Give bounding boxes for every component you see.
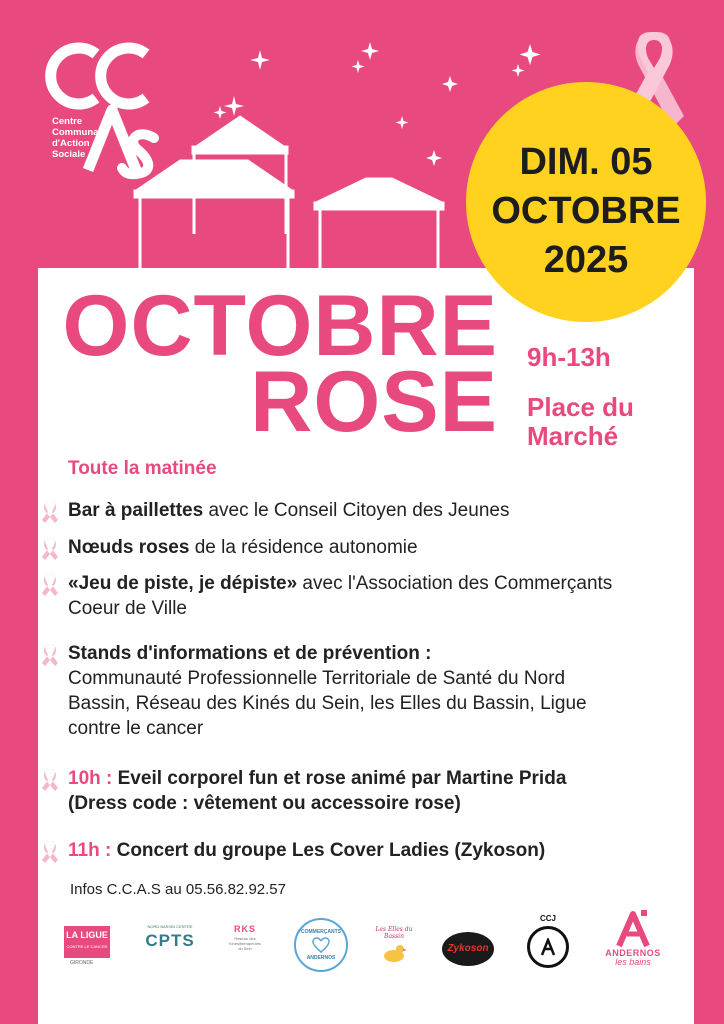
- program-item: [38, 571, 678, 627]
- program-time: 11h :: [68, 840, 112, 861]
- andernos-subtitle: les bains: [615, 957, 651, 967]
- andernos-name: ANDERNOS: [605, 948, 661, 958]
- event-title-line2: ROSE: [250, 354, 498, 450]
- cpts-name: CPTS: [145, 931, 195, 950]
- program-item-line: Bassin, Réseau des Kinés du Sein, les Elles du Bassin, Ligue: [68, 693, 587, 714]
- rks-subtitle: [210, 936, 280, 951]
- program-time: 10h :: [68, 768, 113, 789]
- place-line: Marché: [527, 421, 619, 451]
- ribbon-bullet-icon: [38, 499, 62, 525]
- commercants-town: ANDERNOS: [306, 955, 336, 961]
- event-place: [527, 393, 634, 451]
- rks-sub-line: Kinésithérapeutes: [228, 941, 262, 946]
- date-line-year: 2025: [543, 239, 629, 281]
- zykoson-name: Zykoson: [447, 943, 489, 954]
- ccas-sub-line: Centre: [52, 116, 83, 127]
- program-item-line: Communauté Professionnelle Territoriale de Santé du Nord: [68, 668, 566, 689]
- rks-logo: [210, 924, 280, 970]
- program-item-line: contre le cancer: [68, 718, 204, 739]
- rks-sub-line: du Sein: [238, 946, 252, 951]
- ribbon-bullet-icon: [38, 572, 62, 598]
- commercants-logo: [294, 918, 348, 972]
- ligue-region: GIRONDE: [70, 960, 94, 966]
- date-text: [466, 138, 706, 285]
- ccas-subtitle: [52, 116, 101, 160]
- ribbon-bullet-icon: [38, 642, 62, 668]
- zykoson-logo: [442, 932, 494, 966]
- ccas-sub-line: Communal: [52, 127, 102, 138]
- ribbon-bullet-icon: [38, 536, 62, 562]
- duck-icon: [381, 943, 407, 963]
- program-item: [38, 838, 678, 868]
- ccj-a-icon: [540, 938, 556, 956]
- andernos-a-icon: [613, 908, 653, 948]
- ribbon-bullet-icon: [38, 839, 62, 865]
- heart-icon: [312, 937, 330, 953]
- ccj-badge: [527, 926, 569, 968]
- program-item-text: Bar à paillettes avec le Conseil Citoyen des Jeunes: [68, 500, 510, 521]
- rks-sub-line: Réseau des: [234, 936, 256, 941]
- la-ligue-logo: [64, 926, 110, 958]
- program-item-text: «Jeu de piste, je dépiste» avec l'Association des Commerçants Coeur de Ville: [68, 571, 678, 621]
- rks-name: RKS: [233, 924, 256, 934]
- program-item: [38, 641, 678, 747]
- ccj-logo: [522, 914, 574, 976]
- program-item-text: 10h : Eveil corporel fun et rose animé par Martine Prida (Dress code : vêtement ou accessoire rose): [68, 766, 678, 816]
- ccas-sub-line: Sociale: [52, 149, 86, 160]
- partner-logos: [60, 914, 700, 1014]
- program-item-line: Coeur de Ville: [68, 598, 188, 619]
- program-item-text: Stands d'informations et de prévention : Communauté Professionnelle Territoriale de Santé du Nord Bassin, Réseau des Kinés du Sein, les Elles du Bassin, Ligue contre le cancer: [68, 641, 678, 741]
- program-item: [38, 766, 678, 822]
- market-tents-graphic: [130, 108, 460, 278]
- elles-name: Les Elles du Bassin: [375, 926, 413, 940]
- ribbon-bullet-icon: [38, 767, 62, 793]
- program-item-text: 11h : Concert du groupe Les Cover Ladies (Zykoson): [68, 840, 546, 861]
- cpts-top: NORD BASSIN CENTRE: [147, 924, 193, 929]
- date-line-day: DIM. 05: [519, 141, 653, 183]
- andernos-logo: [598, 908, 668, 980]
- ccas-sub-line: d'Action: [52, 138, 90, 149]
- elles-du-bassin-logo: [366, 926, 422, 970]
- program-item-line: (Dress code : vêtement ou accessoire rose): [68, 793, 461, 814]
- contact-info: Infos C.C.A.S au 05.56.82.92.57: [70, 881, 286, 898]
- ccj-name: CCJ: [539, 914, 556, 923]
- program-item: [38, 498, 678, 528]
- cpts-logo: [138, 924, 202, 964]
- program-item: [38, 535, 678, 565]
- date-line-month: OCTOBRE: [491, 190, 681, 232]
- ligue-name: LA LIGUE: [66, 930, 108, 940]
- commercants-name: COMMERÇANTS: [301, 929, 341, 935]
- program-subheading: Toute la matinée: [68, 458, 217, 479]
- ligue-subtitle: CONTRE LE CANCER: [66, 944, 108, 949]
- place-line: Place du: [527, 392, 634, 422]
- program-item-text: Nœuds roses de la résidence autonomie: [68, 537, 418, 558]
- event-hours: 9h-13h: [527, 342, 611, 372]
- event-title-line1: OCTOBRE: [62, 278, 498, 374]
